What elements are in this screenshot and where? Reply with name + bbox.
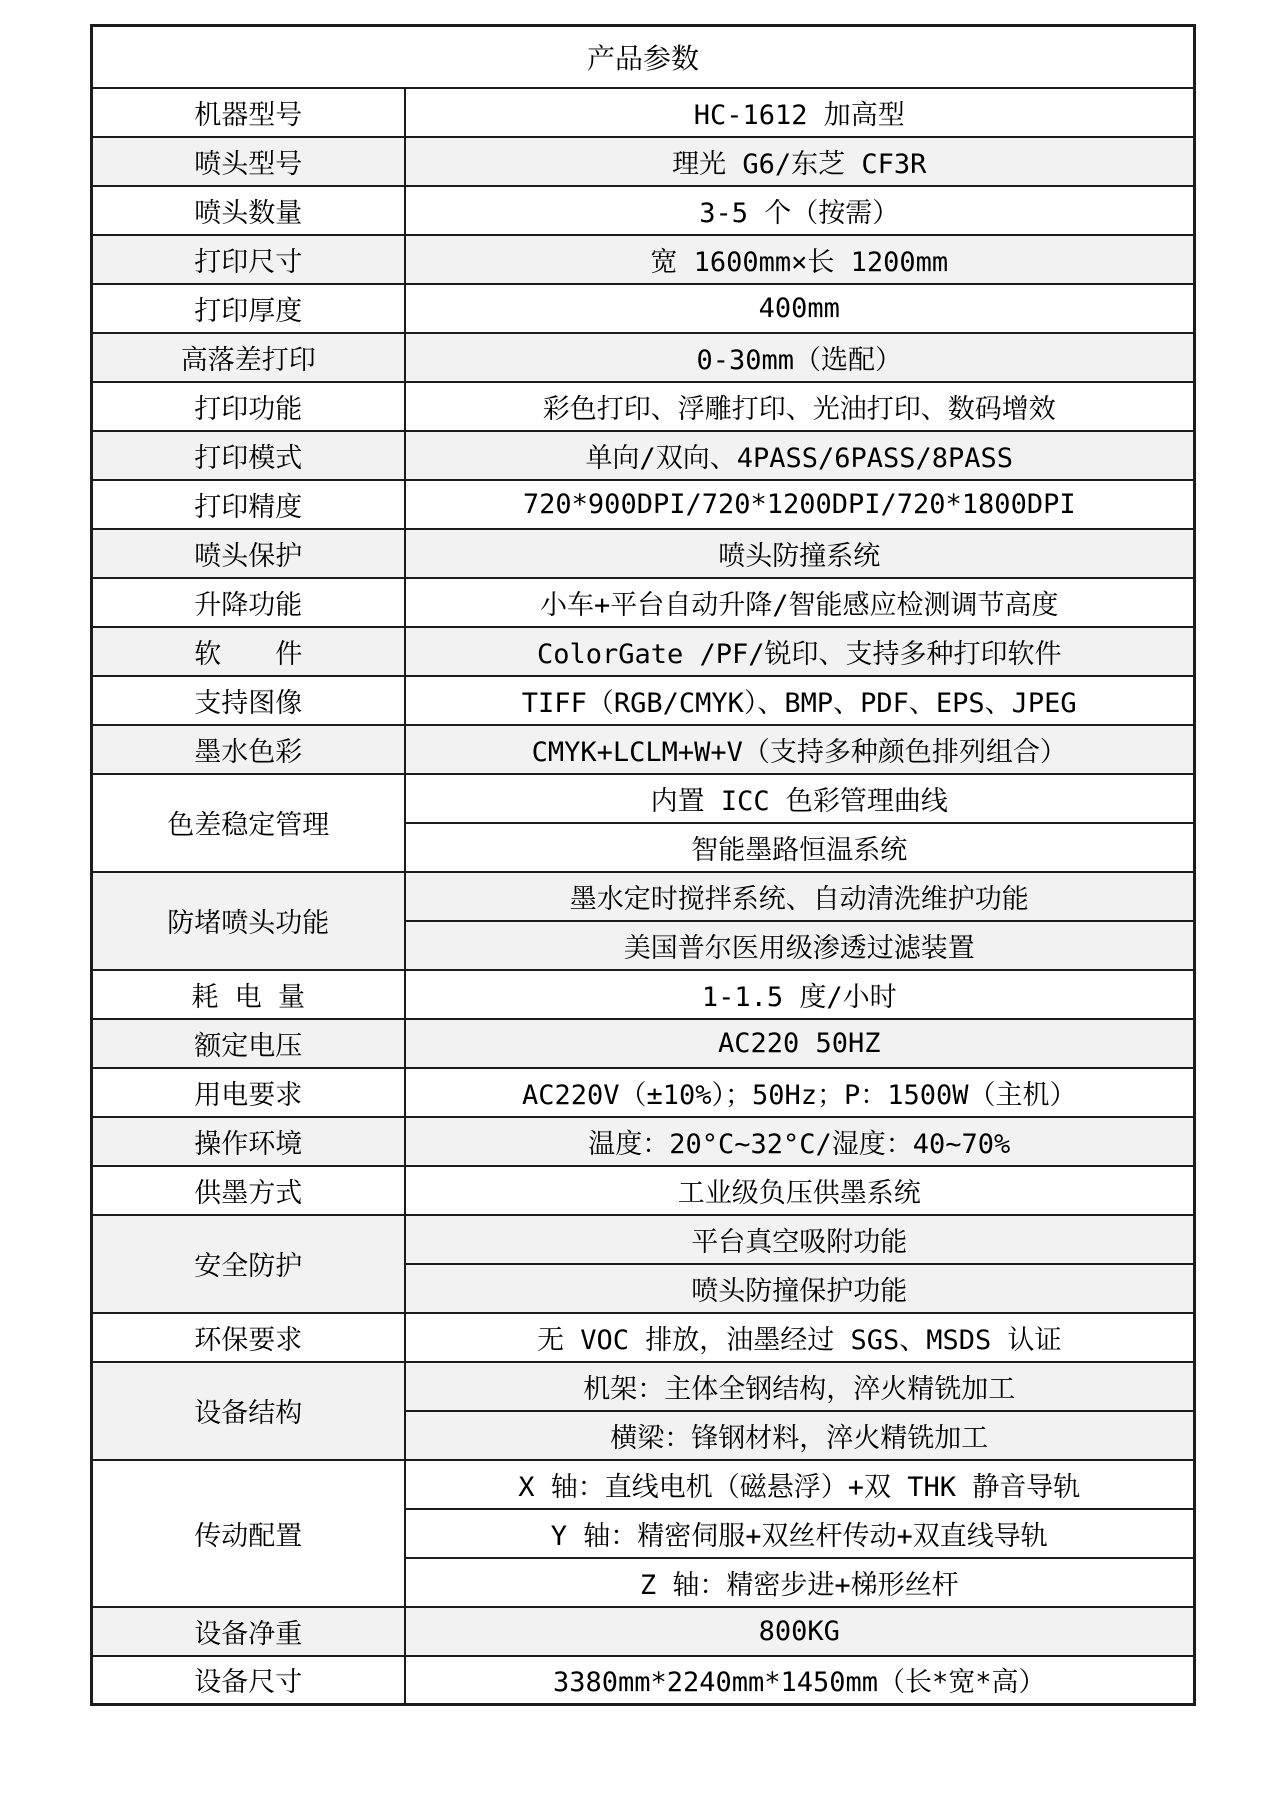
spec-value-cell: AC220 50HZ [405, 1019, 1195, 1068]
spec-value-cell: 3380mm*2240mm*1450mm（长*宽*高） [405, 1656, 1195, 1705]
spec-value-cell: 小车+平台自动升降/智能感应检测调节高度 [405, 578, 1195, 627]
table-row [92, 1607, 1195, 1656]
spec-label-cell: 喷头数量 [92, 186, 405, 235]
table-row [92, 725, 1195, 774]
spec-value-cell: Y 轴：精密伺服+双丝杆传动+双直线导轨 [405, 1509, 1195, 1558]
spec-value-cell: 平台真空吸附功能 [405, 1215, 1195, 1264]
spec-value-cell: 720*900DPI/720*1200DPI/720*1800DPI [405, 480, 1195, 529]
table-row [92, 676, 1195, 725]
table-row [92, 186, 1195, 235]
spec-label-cell: 机器型号 [92, 88, 405, 137]
spec-value-cell: X 轴：直线电机（磁悬浮）+双 THK 静音导轨 [405, 1460, 1195, 1509]
spec-value-cell: 宽 1600mm×长 1200mm [405, 235, 1195, 284]
spec-label-cell: 供墨方式 [92, 1166, 405, 1215]
spec-value-cell: HC-1612 加高型 [405, 88, 1195, 137]
table-row [92, 872, 1195, 921]
spec-label-cell: 打印功能 [92, 382, 405, 431]
table-row [92, 1362, 1195, 1411]
spec-value-cell: 温度：20°C~32°C/湿度：40~70% [405, 1117, 1195, 1166]
spec-label-cell: 安全防护 [92, 1215, 405, 1313]
spec-label-cell: 喷头保护 [92, 529, 405, 578]
spec-value-cell: 内置 ICC 色彩管理曲线 [405, 774, 1195, 823]
spec-value-cell: 喷头防撞保护功能 [405, 1264, 1195, 1313]
table-row [92, 1166, 1195, 1215]
table-row [92, 627, 1195, 676]
spec-value-cell: Z 轴：精密步进+梯形丝杆 [405, 1558, 1195, 1607]
spec-value-cell: 美国普尔医用级渗透过滤装置 [405, 921, 1195, 970]
table-row [92, 1656, 1195, 1705]
spec-value-cell: 理光 G6/东芝 CF3R [405, 137, 1195, 186]
spec-value-cell: 工业级负压供墨系统 [405, 1166, 1195, 1215]
spec-label-cell: 升降功能 [92, 578, 405, 627]
spec-label-cell: 支持图像 [92, 676, 405, 725]
table-row [92, 88, 1195, 137]
product-spec-table [90, 24, 1196, 1706]
table-row [92, 382, 1195, 431]
spec-label-cell: 设备结构 [92, 1362, 405, 1460]
spec-label-cell: 用电要求 [92, 1068, 405, 1117]
table-row [92, 137, 1195, 186]
spec-value-cell: 单向/双向、4PASS/6PASS/8PASS [405, 431, 1195, 480]
spec-label-cell: 传动配置 [92, 1460, 405, 1607]
table-row [92, 578, 1195, 627]
table-row [92, 1460, 1195, 1509]
table-row [92, 235, 1195, 284]
spec-label-cell: 打印尺寸 [92, 235, 405, 284]
spec-value-cell: ColorGate /PF/锐印、支持多种打印软件 [405, 627, 1195, 676]
table-row [92, 1019, 1195, 1068]
spec-label-cell: 软 件 [92, 627, 405, 676]
spec-label-cell: 色差稳定管理 [92, 774, 405, 872]
spec-value-cell: 喷头防撞系统 [405, 529, 1195, 578]
spec-value-cell: 800KG [405, 1607, 1195, 1656]
table-row [92, 1068, 1195, 1117]
spec-label-cell: 打印模式 [92, 431, 405, 480]
table-row [92, 333, 1195, 382]
spec-value-cell: 彩色打印、浮雕打印、光油打印、数码增效 [405, 382, 1195, 431]
table-row [92, 284, 1195, 333]
spec-label-cell: 喷头型号 [92, 137, 405, 186]
spec-value-cell: 横梁：锋钢材料，淬火精铣加工 [405, 1411, 1195, 1460]
spec-label-cell: 耗 电 量 [92, 970, 405, 1019]
spec-label-cell: 操作环境 [92, 1117, 405, 1166]
spec-label-cell: 设备尺寸 [92, 1656, 405, 1705]
table-row [92, 529, 1195, 578]
spec-value-cell: 0-30mm（选配） [405, 333, 1195, 382]
table-row [92, 970, 1195, 1019]
spec-value-cell: 1-1.5 度/小时 [405, 970, 1195, 1019]
spec-value-cell: 无 VOC 排放，油墨经过 SGS、MSDS 认证 [405, 1313, 1195, 1362]
spec-value-cell: 3-5 个（按需） [405, 186, 1195, 235]
table-row [92, 1117, 1195, 1166]
spec-label-cell: 打印厚度 [92, 284, 405, 333]
table-title: 产品参数 [92, 26, 1195, 88]
spec-value-cell: 机架：主体全钢结构，淬火精铣加工 [405, 1362, 1195, 1411]
spec-label-cell: 打印精度 [92, 480, 405, 529]
table-row [92, 480, 1195, 529]
spec-value-cell: 400mm [405, 284, 1195, 333]
spec-label-cell: 额定电压 [92, 1019, 405, 1068]
spec-label-cell: 环保要求 [92, 1313, 405, 1362]
spec-value-cell: TIFF（RGB/CMYK）、BMP、PDF、EPS、JPEG [405, 676, 1195, 725]
table-row [92, 1215, 1195, 1264]
spec-label-cell: 墨水色彩 [92, 725, 405, 774]
table-row [92, 431, 1195, 480]
spec-value-cell: CMYK+LCLM+W+V（支持多种颜色排列组合） [405, 725, 1195, 774]
table-row [92, 774, 1195, 823]
spec-value-cell: 墨水定时搅拌系统、自动清洗维护功能 [405, 872, 1195, 921]
table-header-row [92, 26, 1195, 88]
spec-value-cell: AC220V（±10%）；50Hz；P：1500W（主机） [405, 1068, 1195, 1117]
spec-label-cell: 防堵喷头功能 [92, 872, 405, 970]
spec-label-cell: 设备净重 [92, 1607, 405, 1656]
spec-value-cell: 智能墨路恒温系统 [405, 823, 1195, 872]
table-row [92, 1313, 1195, 1362]
spec-label-cell: 高落差打印 [92, 333, 405, 382]
